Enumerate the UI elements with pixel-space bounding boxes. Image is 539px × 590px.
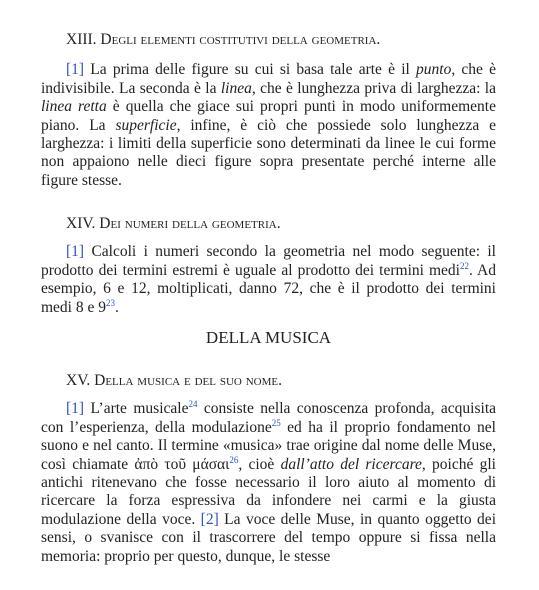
text-run: . Ad esempio, 6 e 12, moltiplicati, danno 72, che è il prodotto dei termini medi 8 e 9 [41, 261, 497, 316]
section-heading: XIV. Dei numeri della geometria. [66, 215, 281, 232]
part-title: DELLA MUSICA [205, 328, 332, 347]
text-run: , che è lunghezza priva di larghezza: la [251, 79, 496, 97]
paragraph-ref-link[interactable]: [1] [66, 400, 85, 418]
paragraph-ref-link[interactable]: [1] [66, 243, 85, 261]
term-superficie: superficie [115, 116, 177, 134]
text-run: ed ha il proprio fondamento nel suono e nel canto. Il termine «musica» trae origine dal nome delle Muse, così chiamate ἀπὸ τοῦ μάσαι [41, 418, 496, 473]
section-xiii [41, 31, 496, 190]
paragraph [41, 61, 496, 190]
term-linea-retta: linea retta [41, 98, 107, 116]
paragraph [41, 243, 496, 317]
text-run: consiste nella conoscenza profonda, acquisita con l’esperienza, della modulazione [41, 400, 497, 436]
section-heading: XIII. Degli elementi costitutivi della geometria. [66, 31, 381, 48]
section-xiv [41, 215, 496, 317]
text-run: La prima delle figure su cui si basa tale arte è il [84, 61, 417, 79]
footnote-ref-22[interactable]: 22 [459, 260, 469, 271]
section-xv [41, 372, 496, 566]
footnote-ref-25[interactable]: 25 [271, 417, 281, 428]
footnote-ref-24[interactable]: 24 [188, 399, 198, 410]
paragraph [41, 400, 496, 566]
section-heading: XV. Della musica e del suo nome. [66, 372, 282, 389]
text-run: , poiché gli antichi ritenevano che fosse necessario il loro aiuto al momento di ricercare la forza espressiva da infondere nei carmi e la giusta modulazione della voce. [41, 455, 496, 528]
text-run: , infine, è ciò che possiede solo lunghezza e larghezza: i limiti della superficie sono determinati da linee le cui forme non appaiono nelle dieci figure sopra presentate perché interne alle figure stesse. [41, 116, 496, 189]
text-run: . [115, 298, 119, 316]
text-run: Calcoli i numeri secondo la geometria nel modo seguente: il prodotto dei termini estremi è uguale al prodotto dei termini medi [41, 243, 496, 279]
paragraph-ref-link[interactable]: [1] [66, 61, 85, 79]
term-punto: punto [416, 61, 452, 79]
emphasis-text: dall’atto del ricercare [280, 455, 422, 473]
term-linea: linea [220, 79, 252, 97]
text-run: La voce delle Muse, in quanto oggetto dei sensi, o svanisce con il trascorrere del tempo oppure si fissa nella memoria: proprio per questo, dunque, le stesse [41, 510, 496, 565]
text-run: , cioè [238, 455, 281, 473]
text-run: , che è indivisibile. La seconda è la [41, 61, 496, 97]
text-run: è quella che giace sui propri punti in modo uniformemente piano. La [41, 98, 496, 134]
footnote-ref-23[interactable]: 23 [106, 297, 115, 308]
text-run: L’arte musicale [84, 400, 189, 418]
paragraph-ref-link[interactable]: [2] [200, 510, 219, 528]
footnote-ref-26[interactable]: 26 [229, 454, 239, 465]
